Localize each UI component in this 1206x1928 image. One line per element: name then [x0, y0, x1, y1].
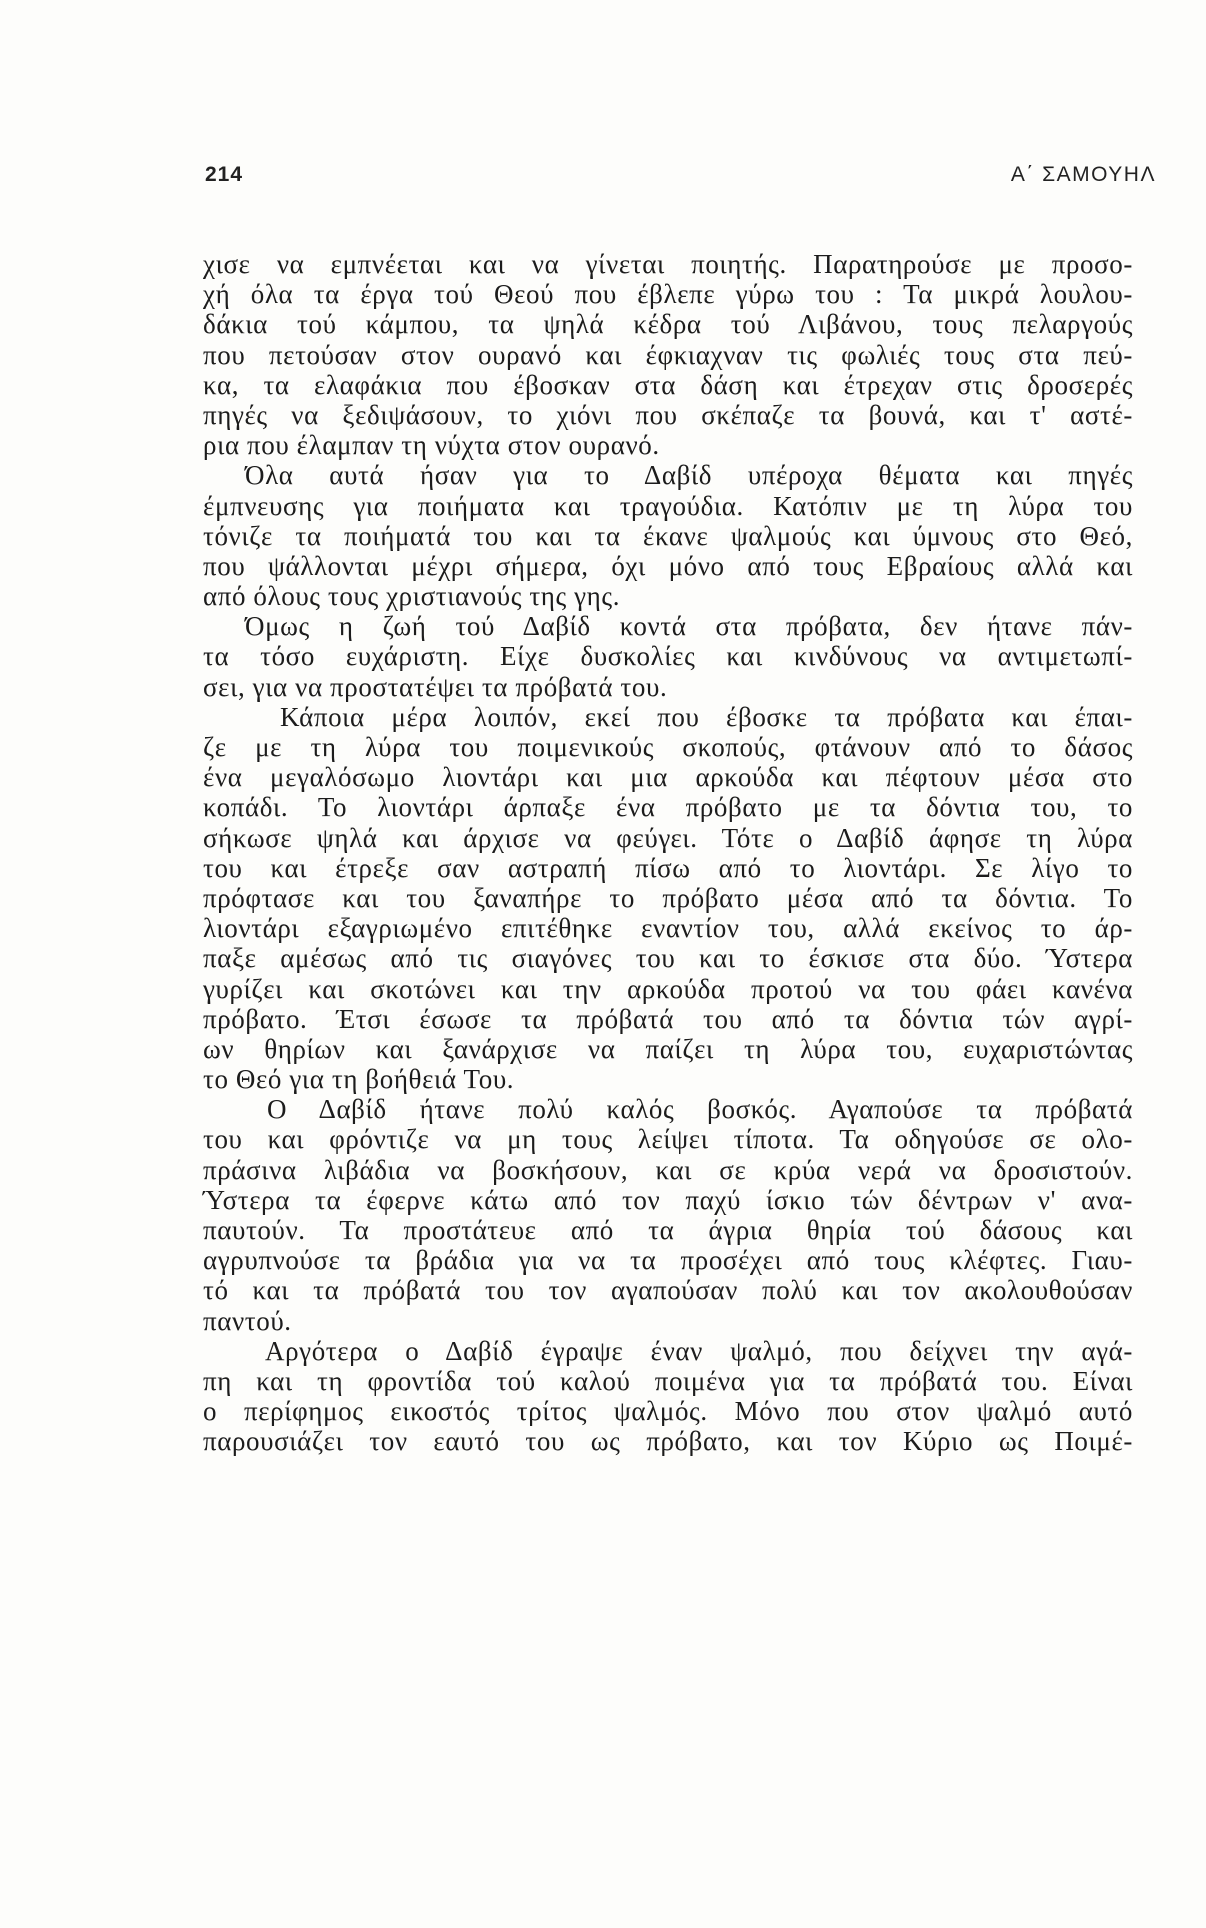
text-line: πράσινα λιβάδια να βοσκήσουν, και σε κρύα νερά να δροσιστούν.	[203, 1154, 1133, 1185]
text-line: ρια που έλαμπαν τη νύχτα στον ουρανό.	[203, 430, 660, 461]
paragraph	[203, 1336, 1133, 1457]
text-line: παρουσιάζει τον εαυτό του ως πρόβατο, και τον Κύριο ως Ποιμέ-	[203, 1426, 1133, 1457]
text-line: που πετούσαν στον ουρανό και έφκιαχναν τις φωλιές τους στα πεύ-	[203, 339, 1133, 370]
text-line: χισε να εμπνέεται και να γίνεται ποιητής. Παρατηρούσε με προσο-	[203, 249, 1133, 279]
paragraph	[203, 702, 1133, 1094]
paragraph	[203, 460, 1133, 611]
text-line: Ύστερα τα έφερνε κάτω από τον παχύ ίσκιο τών δέντρων ν' ανα-	[203, 1184, 1133, 1215]
text-line: τα τόσο ευχάριστη. Είχε δυσκολίες και κινδύνους να αντιμετωπί-	[203, 641, 1133, 672]
text-line: ζε με τη λύρα του ποιμενικούς σκοπούς, φτάνουν από το δάσος	[203, 732, 1133, 762]
text-line: σει, για να προστατέψει τα πρόβατά του.	[203, 671, 668, 702]
paragraph	[203, 249, 1133, 460]
text-line: παξε αμέσως από τις σιαγόνες του και το έσκισε στα δύο. Ύστερα	[203, 943, 1133, 974]
text-line: χή όλα τα έργα τού Θεού που έβλεπε γύρω του : Τα μικρά λουλου-	[203, 279, 1133, 310]
text-line: Αργότερα ο Δαβίδ έγραψε έναν ψαλμό, που δείχνει την αγά-	[265, 1335, 1133, 1366]
text-line: του και έτρεξε σαν αστραπή πίσω από το λιοντάρι. Σε λίγο το	[203, 852, 1133, 883]
running-title: Α΄ ΣΑΜΟΥΗΛ	[1010, 163, 1156, 186]
text-line: πρόβατο. Έτσι έσωσε τα πρόβατά του από τα δόντια τών αγρί-	[203, 1003, 1133, 1034]
text-line: πη και τη φροντίδα τού καλού ποιμένα για τα πρόβατά του. Είναι	[203, 1365, 1133, 1396]
text-line: το Θεό για τη βοήθειά Του.	[203, 1064, 515, 1095]
paragraph	[203, 1094, 1133, 1336]
body-text	[203, 249, 1133, 1457]
text-line: που ψάλλονται μέχρι σήμερα, όχι μόνο από τους Εβραίους αλλά και	[203, 550, 1133, 581]
text-line: παυτούν. Τα προστάτευε από τα άγρια θηρία τού δάσους και	[203, 1215, 1133, 1245]
page-number: 214	[205, 163, 244, 186]
text-line: τόνιζε τα ποιήματά του και τα έκανε ψαλμούς και ύμνους στο Θεό,	[203, 520, 1133, 551]
text-line: πηγές να ξεδιψάσουν, το χιόνι που σκέπαζε τα βουνά, και τ' αστέ-	[203, 399, 1133, 430]
text-line: δάκια τού κάμπου, τα ψηλά κέδρα τού Λιβάνου, τους πελαργούς	[203, 309, 1133, 340]
text-line: Ο Δαβίδ ήτανε πολύ καλός βοσκός. Αγαπούσε τα πρόβατά	[267, 1094, 1133, 1125]
text-line: σήκωσε ψηλά και άρχισε να φεύγει. Τότε ο Δαβίδ άφησε τη λύρα	[203, 822, 1133, 853]
text-line: Όμως η ζωή τού Δαβίδ κοντά στα πρόβατα, δεν ήτανε πάν-	[245, 611, 1133, 642]
text-line: κοπάδι. Το λιοντάρι άρπαξε ένα πρόβατο με τα δόντια του, το	[203, 792, 1133, 823]
text-line: ο περίφημος εικοστός τρίτος ψαλμός. Μόνο που στον ψαλμό αυτό	[203, 1396, 1133, 1427]
text-line: αγρυπνούσε τα βράδια για να τα προσέχει από τους κλέφτες. Γιαυ-	[203, 1245, 1133, 1276]
paragraph	[203, 611, 1133, 702]
text-line: τό και τα πρόβατά του τον αγαπούσαν πολύ και τον ακολουθούσαν	[203, 1275, 1133, 1306]
text-line: του και φρόντιζε να μη τους λείψει τίποτα. Τα οδηγούσε σε ολο-	[203, 1124, 1133, 1155]
text-line: πρόφτασε και του ξαναπήρε το πρόβατο μέσα από τα δόντια. Το	[203, 882, 1133, 913]
running-header	[205, 162, 1156, 188]
text-line: κα, τα ελαφάκια που έβοσκαν στα δάση και έτρεχαν στις δροσερές	[203, 369, 1133, 400]
text-line: γυρίζει και σκοτώνει και την αρκούδα προτού να του φάει κανένα	[203, 973, 1133, 1004]
text-line: Κάποια μέρα λοιπόν, εκεί που έβοσκε τα πρόβατα και έπαι-	[280, 701, 1133, 732]
text-line: ων θηρίων και ξανάρχισε να παίζει τη λύρα του, ευχαριστώντας	[203, 1033, 1133, 1064]
text-line: λιοντάρι εξαγριωμένο επιτέθηκε εναντίον του, αλλά εκείνος το άρ-	[203, 913, 1133, 944]
text-line: έμπνευσης για ποιήματα και τραγούδια. Κατόπιν με τη λύρα του	[203, 490, 1133, 521]
text-line: παντού.	[203, 1305, 292, 1336]
text-line: από όλους τους χριστιανούς της γης.	[203, 581, 621, 612]
text-line: Όλα αυτά ήσαν για το Δαβίδ υπέροχα θέματα και πηγές	[245, 460, 1133, 491]
text-line: ένα μεγαλόσωμο λιοντάρι και μια αρκούδα και πέφτουν μέσα στο	[203, 762, 1133, 793]
